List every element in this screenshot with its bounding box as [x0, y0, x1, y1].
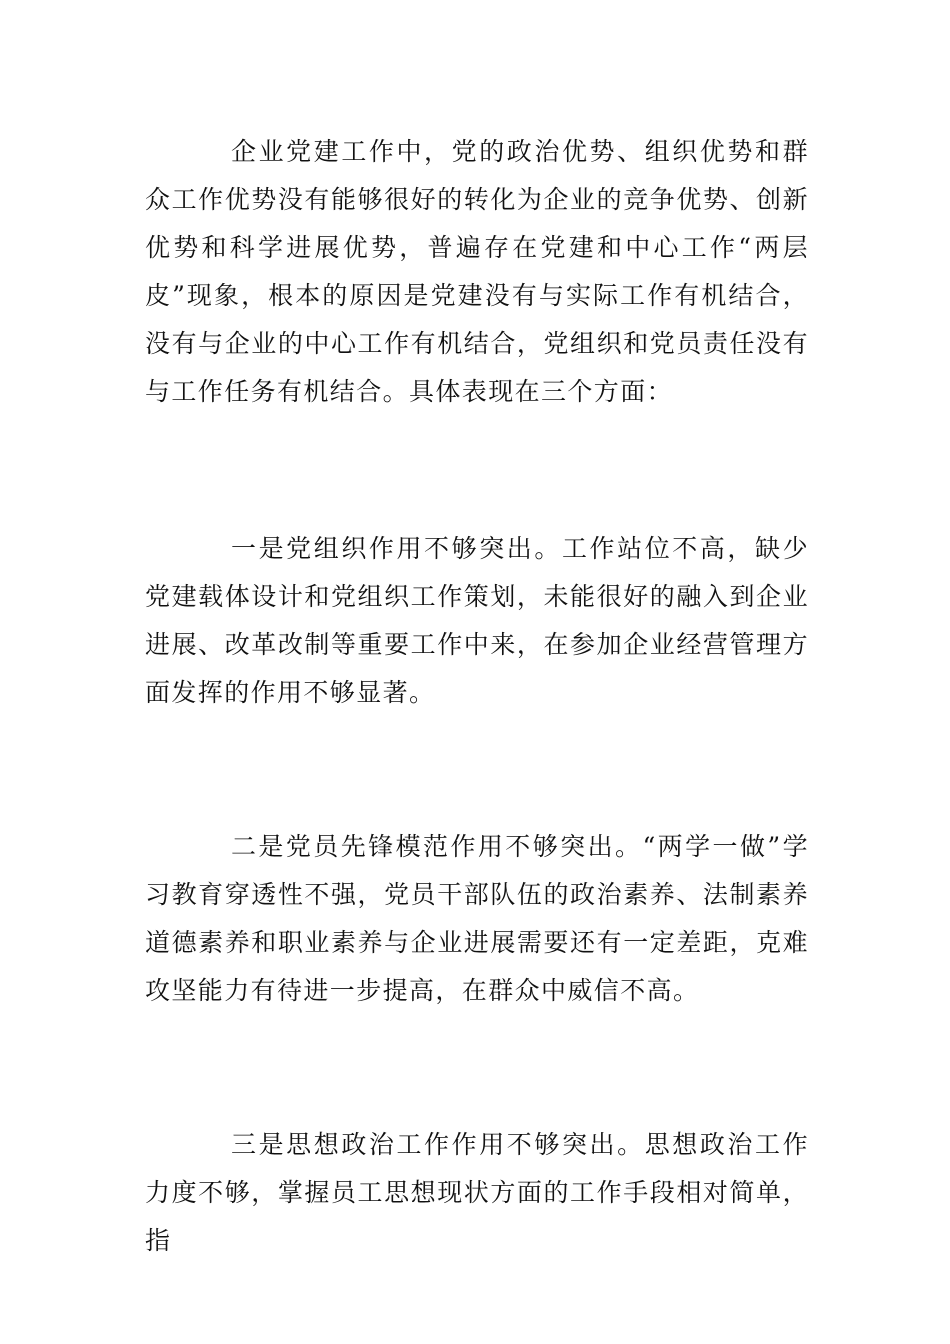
paragraph-point-two: 二是党员先锋模范作用不够突出。“两学一做”学习教育穿透性不强，党员干部队伍的政治素养、法制素养道德素养和职业素养与企业进展需要还有一定差距，克难攻坚能力有待进一步提高，在群众中威信不高。 — [145, 832, 809, 1005]
paragraph-point-one: 一是党组织作用不够突出。工作站位不高，缺少党建载体设计和党组织工作策划，未能很好的融入到企业进展、改革改制等重要工作中来，在参加企业经营管理方面发挥的作用不够显著。 — [145, 534, 809, 707]
paragraph-point-three: 三是思想政治工作作用不够突出。思想政治工作力度不够，掌握员工思想现状方面的工作手段相对简单，指 — [145, 1130, 809, 1255]
paragraph-intro: 企业党建工作中，党的政治优势、组织优势和群众工作优势没有能够很好的转化为企业的竞争优势、创新优势和科学进展优势，普遍存在党建和中心工作“两层皮”现象，根本的原因是党建没有与实际工作有机结合，没有与企业的中心工作有机结合，党组织和党员责任没有与工作任务有机结合。具体表现在三个方面： — [145, 137, 809, 406]
